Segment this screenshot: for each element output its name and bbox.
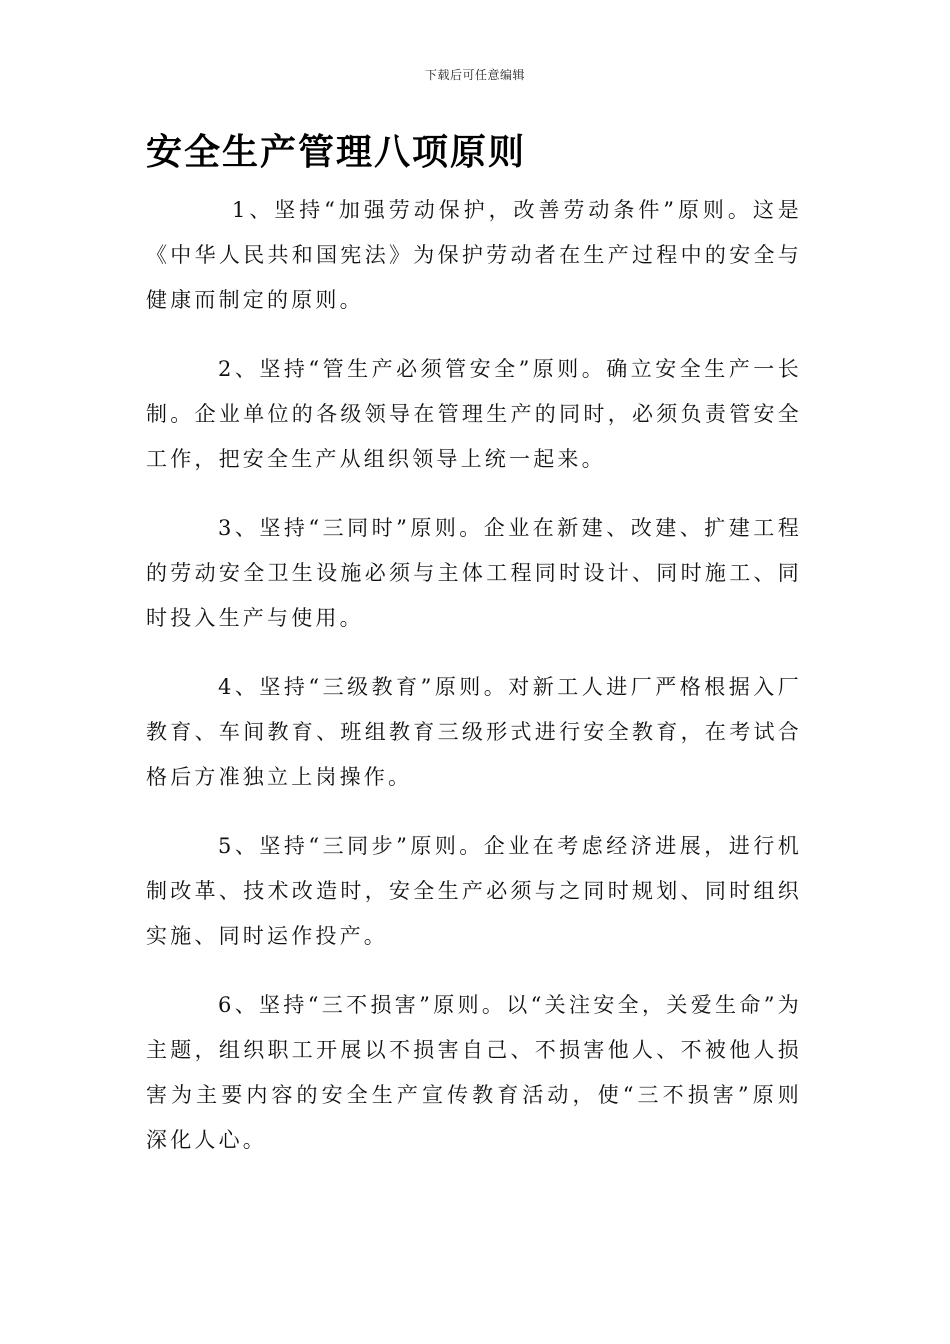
principle-paragraph-3: 3、坚持“三同时”原则。企业在新建、改建、扩建工程的劳动安全卫生设施必须与主体工程同时设计、同时施工、同时投入生产与使用。	[146, 516, 802, 630]
principle-paragraph-4: 4、坚持“三级教育”原则。对新工人进厂严格根据入厂教育、车间教育、班组教育三级形式进行安全教育，在考试合格后方准独立上岗操作。	[146, 675, 802, 789]
document-body	[146, 188, 802, 1187]
principle-paragraph-1: 1、坚持“加强劳动保护，改善劳动条件”原则。这是《中华人民共和国宪法》为保护劳动者在生产过程中的安全与健康而制定的原则。	[146, 198, 802, 312]
document-title: 安全生产管理八项原则	[146, 132, 527, 173]
principle-paragraph-6: 6、坚持“三不损害”原则。以“关注安全，关爱生命”为主题，组织职工开展以不损害自己、不损害他人、不被他人损害为主要内容的安全生产宣传教育活动，使“三不损害”原则深化人心。	[146, 993, 802, 1152]
principle-paragraph-2: 2、坚持“管生产必须管安全”原则。确立安全生产一长制。企业单位的各级领导在管理生产的同时，必须负责管安全工作，把安全生产从组织领导上统一起来。	[146, 357, 802, 471]
header-note: 下载后可任意编辑	[424, 68, 525, 82]
principle-paragraph-5: 5、坚持“三同步”原则。企业在考虑经济进展，进行机制改革、技术改造时，安全生产必须与之同时规划、同时组织实施、同时运作投产。	[146, 834, 802, 948]
